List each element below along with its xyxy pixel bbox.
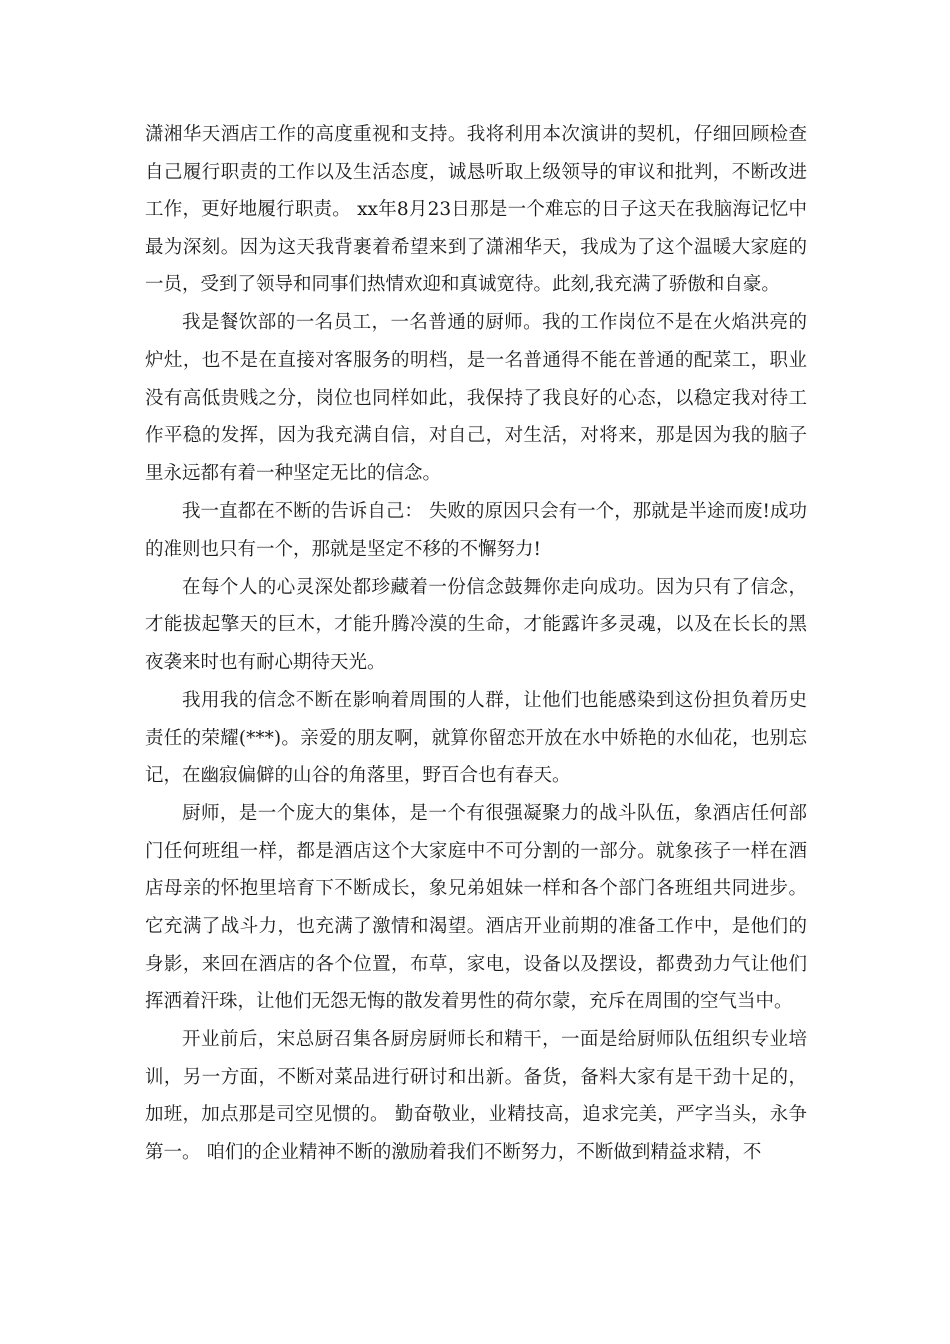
paragraph-2: 我是餐饮部的一名员工，一名普通的厨师。我的工作岗位不是在火焰洪亮的炉灶，也不是在直接对客服务的明档，是一名普通得不能在普通的配菜工，职业没有高低贵贱之分，岗位也同样如此，我保持了我良好的心态，以稳定我对待工作平稳的发挥，因为我充满自信，对自己，对生活，对将来，那是因为我的脑子里永远都有着一种坚定无比的信念。 [145,312,807,484]
paragraph-4: 在每个人的心灵深处都珍藏着一份信念鼓舞你走向成功。因为只有了信念，才能拔起擎天的巨木，才能升腾冷漠的生命，才能露许多灵魂，以及在长长的黑夜袭来时也有耐心期待天光。 [145,576,807,673]
paragraph-1: 潇湘华天酒店工作的高度重视和支持。我将利用本次演讲的契机，仔细回顾检查自己履行职责的工作以及生活态度，诚恳听取上级领导的审议和批判，不断改进工作，更好地履行职责。 xx年8月23日那是一个难忘的日子这天在我脑海记忆中最为深刻。因为这天我背裹着希望来到了潇湘华天，我成为了这个温暖大家庭的一员，受到了领导和同事们热情欢迎和真诚宽待。此刻,我充满了骄傲和自豪。 [145,124,807,296]
paragraph-6: 厨师，是一个庞大的集体，是一个有很强凝聚力的战斗队伍，象酒店任何部门任何班组一样，都是酒店这个大家庭中不可分割的一部分。就象孩子一样在酒店母亲的怀抱里培育下不断成长，象兄弟姐妹一样和各个部门各班组共同进步。它充满了战斗力，也充满了激情和渴望。酒店开业前期的准备工作中，是他们的身影，来回在酒店的各个位置，布草，家电，设备以及摆设，都费劲力气让他们挥洒着汗珠，让他们无怨无悔的散发着男性的荷尔蒙，充斥在周围的空气当中。 [145,803,807,1013]
paragraph-7: 开业前后，宋总厨召集各厨房厨师长和精干，一面是给厨师队伍组织专业培训，另一方面，不断对菜品进行研讨和出新。备货，备料大家有是干劲十足的，加班，加点那是司空见惯的。 勤奋敬业，业精技高，追求完美，严字当头，永争第一。 咱们的企业精神不断的激励着我们不断努力，不断做到精益求精，不 [145,1029,807,1164]
document-body [145,116,807,1172]
paragraph-3: 我一直都在不断的告诉自己： 失败的原因只会有一个，那就是半途而废!成功的准则也只有一个，那就是坚定不移的不懈努力! [145,500,807,560]
paragraph-5: 我用我的信念不断在影响着周围的人群，让他们也能感染到这份担负着历史责任的荣耀(***)。亲爱的朋友啊，就算你留恋开放在水中娇艳的水仙花，也别忘记，在幽寂偏僻的山谷的角落里，野百合也有春天。 [145,689,807,787]
